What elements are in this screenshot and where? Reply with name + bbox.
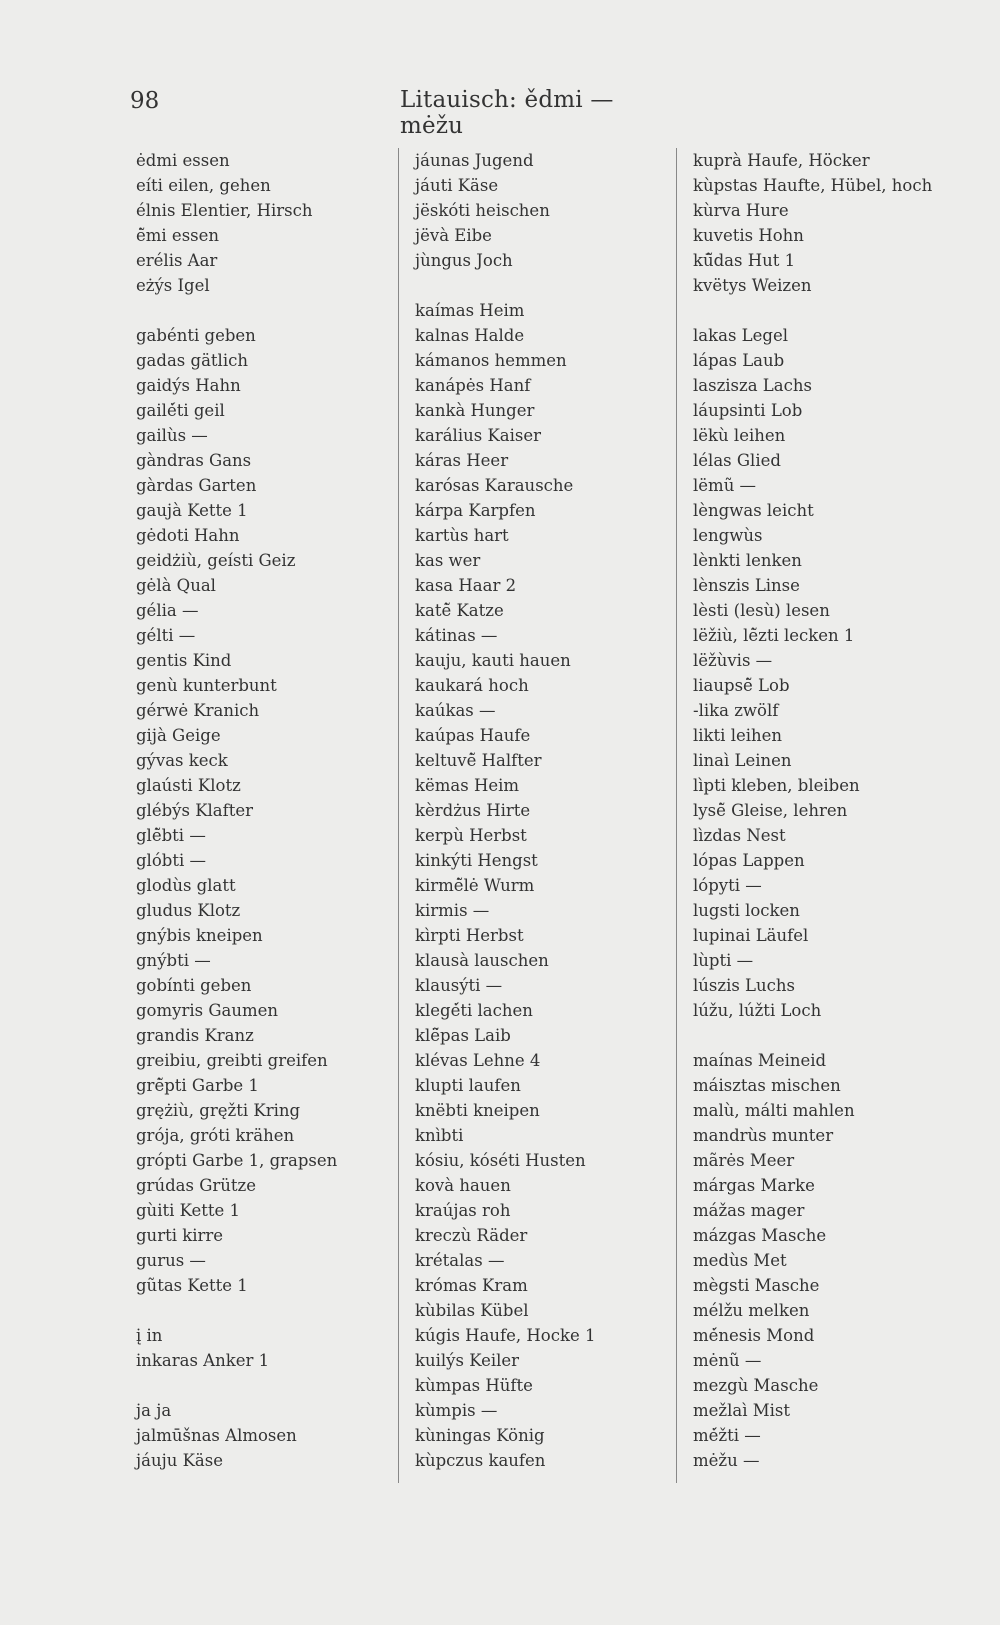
dictionary-entry: máisztas mischen [693, 1076, 841, 1095]
dictionary-entry: lëžùvis — [693, 651, 773, 670]
dictionary-entry: kámanos hemmen [415, 351, 567, 370]
dictionary-entry: gentis Kind [136, 651, 232, 670]
dictionary-entry: kèrdżus Hirte [415, 801, 531, 820]
dictionary-entry: genù kunterbunt [136, 676, 277, 695]
dictionary-entry: kraújas roh [415, 1201, 511, 1220]
dictionary-entry: káras Heer [415, 451, 509, 470]
page-number: 98 [130, 88, 160, 114]
dictionary-entry: mė́žti — [693, 1426, 761, 1445]
dictionary-entry: karósas Karausche [415, 476, 574, 495]
dictionary-entry: jùngus Joch [415, 251, 513, 270]
dictionary-entry: kìrpti Herbst [415, 926, 524, 945]
dictionary-entry: kvëtys Weizen [693, 276, 812, 295]
dictionary-entry: kū̃das Hut 1 [693, 251, 796, 270]
dictionary-entry: kaúpas Haufe [415, 726, 531, 745]
dictionary-entry: gurus — [136, 1251, 206, 1270]
dictionary-entry: mãrės Meer [693, 1151, 795, 1170]
dictionary-entry: kaúkas — [415, 701, 496, 720]
dictionary-entry: lysė̃ Gleise, lehren [693, 801, 848, 820]
dictionary-entry: kauju, kauti hauen [415, 651, 571, 670]
dictionary-entry: këmas Heim [415, 776, 520, 795]
dictionary-entry: gnýbti — [136, 951, 211, 970]
dictionary-entry: kovà hauen [415, 1176, 511, 1195]
dictionary-entry: krómas Kram [415, 1276, 528, 1295]
dictionary-entry: kas wer [415, 551, 481, 570]
dictionary-entry: gėlà Qual [136, 576, 216, 595]
dictionary-entry: maínas Meineid [693, 1051, 827, 1070]
dictionary-entry: kartùs hart [415, 526, 509, 545]
dictionary-entry: gabénti geben [136, 326, 256, 345]
dictionary-entry: lúszis Luchs [693, 976, 795, 995]
dictionary-entry: medùs Met [693, 1251, 787, 1270]
dictionary-entry: karálius Kaiser [415, 426, 542, 445]
dictionary-entry: kasa Haar 2 [415, 576, 517, 595]
dictionary-entry: kreczù Räder [415, 1226, 528, 1245]
dictionary-entry: klupti laufen [415, 1076, 521, 1095]
dictionary-entry: grandis Kranz [136, 1026, 254, 1045]
dictionary-entry: mélžu melken [693, 1301, 810, 1320]
dictionary-entry: kaukará hoch [415, 676, 529, 695]
dictionary-entry: gùiti Kette 1 [136, 1201, 241, 1220]
dictionary-entry: mėžu — [693, 1451, 760, 1470]
dictionary-entry: mė́nesis Mond [693, 1326, 815, 1345]
dictionary-entry: kalnas Halde [415, 326, 525, 345]
dictionary-entry: lengwùs [693, 526, 763, 545]
dictionary-entry: kerpù Herbst [415, 826, 527, 845]
dictionary-entry: kuvetis Hohn [693, 226, 804, 245]
dictionary-entry: krétalas — [415, 1251, 505, 1270]
dictionary-entry: glébýs Klafter [136, 801, 254, 820]
entry-gap [415, 273, 665, 298]
dictionary-entry: gérwė Kranich [136, 701, 260, 720]
dictionary-entry: lëkù leihen [693, 426, 786, 445]
dictionary-entry: kuilýs Keiler [415, 1351, 520, 1370]
dictionary-entry: klévas Lehne 4 [415, 1051, 541, 1070]
dictionary-entry: liaupsė̃ Lob [693, 676, 790, 695]
entry-gap [136, 298, 386, 323]
dictionary-entry: lópyti — [693, 876, 762, 895]
dictionary-entry: knëbti kneipen [415, 1101, 540, 1120]
dictionary-entry: glaústi Klotz [136, 776, 241, 795]
dictionary-entry: -lika zwölf [693, 701, 779, 720]
dictionary-entry: lìpti kleben, bleiben [693, 776, 860, 795]
column-1 [136, 148, 386, 1473]
dictionary-entry: lëžiù, lė̃zti lecken 1 [693, 626, 855, 645]
dictionary-entry: kùningas König [415, 1426, 545, 1445]
dictionary-entry: gludus Klotz [136, 901, 241, 920]
dictionary-entry: lèngwas leicht [693, 501, 814, 520]
dictionary-entry: gàndras Gans [136, 451, 252, 470]
dictionary-entry: lènszis Linse [693, 576, 800, 595]
dictionary-entry: mandrùs munter [693, 1126, 834, 1145]
column-divider [676, 148, 677, 1483]
dictionary-entry: geidżiù, geísti Geiz [136, 551, 296, 570]
dictionary-entry: knìbti [415, 1126, 464, 1145]
dictionary-entry: kankà Hunger [415, 401, 535, 420]
dictionary-entry: élnis Elentier, Hirsch [136, 201, 313, 220]
entry-gap [693, 1023, 943, 1048]
dictionary-entry: klegė́ti lachen [415, 1001, 533, 1020]
dictionary-entry: kùbilas Kübel [415, 1301, 529, 1320]
dictionary-entry: ėdmi essen [136, 151, 230, 170]
dictionary-entry: grężiù, gręžti Kring [136, 1101, 301, 1120]
dictionary-entry: lápas Laub [693, 351, 785, 370]
dictionary-entry: greibiu, greibti greifen [136, 1051, 328, 1070]
dictionary-entry: glė̃bti — [136, 826, 206, 845]
dictionary-entry: jáuju Käse [136, 1451, 223, 1470]
dictionary-entry: lélas Glied [693, 451, 781, 470]
dictionary-entry: márgas Marke [693, 1176, 815, 1195]
dictionary-entry: mègsti Masche [693, 1276, 820, 1295]
dictionary-entry: gadas gätlich [136, 351, 248, 370]
dictionary-entry: lakas Legel [693, 326, 788, 345]
dictionary-entry: jalmūšnas Almosen [136, 1426, 297, 1445]
dictionary-entry: eżýs Igel [136, 276, 210, 295]
dictionary-entry: gaidýs Hahn [136, 376, 241, 395]
dictionary-entry: grė̃pti Garbe 1 [136, 1076, 259, 1095]
dictionary-entry: kùpczus kaufen [415, 1451, 546, 1470]
column-2 [415, 148, 665, 1473]
dictionary-entry: gélti — [136, 626, 196, 645]
entry-gap [136, 1298, 386, 1323]
dictionary-entry: glóbti — [136, 851, 206, 870]
dictionary-entry: malù, málti mahlen [693, 1101, 855, 1120]
entry-gap [693, 298, 943, 323]
dictionary-entry: kaímas Heim [415, 301, 525, 320]
dictionary-entry: jáuti Käse [415, 176, 499, 195]
dictionary-entry: lènkti lenken [693, 551, 802, 570]
dictionary-entry: gélia — [136, 601, 199, 620]
dictionary-entry: ja ja [136, 1401, 172, 1420]
dictionary-entry: jëvà Eibe [415, 226, 492, 245]
dictionary-entry: ė̃mi essen [136, 226, 220, 245]
dictionary-entry: gurti kirre [136, 1226, 224, 1245]
dictionary-entry: mėnũ — [693, 1351, 762, 1370]
dictionary-entry: klausà lauschen [415, 951, 549, 970]
dictionary-entry: jáunas Jugend [415, 151, 534, 170]
dictionary-entry: mežlaì Mist [693, 1401, 791, 1420]
dictionary-entry: kùmpas Hüfte [415, 1376, 533, 1395]
dictionary-entry: grúdas Grütze [136, 1176, 256, 1195]
dictionary-entry: laszisza Lachs [693, 376, 812, 395]
dictionary-entry: lúžu, lúžti Loch [693, 1001, 822, 1020]
dictionary-entry: kirmė̃lė Wurm [415, 876, 535, 895]
dictionary-entry: lópas Lappen [693, 851, 805, 870]
dictionary-entry: klausýti — [415, 976, 503, 995]
dictionary-entry: gàrdas Garten [136, 476, 257, 495]
dictionary-entry: lìzdas Nest [693, 826, 786, 845]
dictionary-entry: mážas mager [693, 1201, 805, 1220]
dictionary-entry: kinkýti Hengst [415, 851, 538, 870]
column-3 [693, 148, 943, 1473]
dictionary-entry: jëskóti heischen [415, 201, 550, 220]
dictionary-entry: keltuvė̃ Halfter [415, 751, 542, 770]
dictionary-entry: kanápės Hanf [415, 376, 531, 395]
dictionary-entry: gomyris Gaumen [136, 1001, 279, 1020]
dictionary-entry: eíti eilen, gehen [136, 176, 271, 195]
entry-gap [136, 1373, 386, 1398]
dictionary-entry: glodùs glatt [136, 876, 236, 895]
dictionary-entry: gũtas Kette 1 [136, 1276, 248, 1295]
dictionary-entry: mezgù Masche [693, 1376, 819, 1395]
dictionary-entry: kátinas — [415, 626, 498, 645]
dictionary-entry: erélis Aar [136, 251, 218, 270]
column-divider [398, 148, 399, 1483]
dictionary-entry: į in [136, 1326, 163, 1345]
dictionary-entry: gaujà Kette 1 [136, 501, 248, 520]
dictionary-entry: láupsinti Lob [693, 401, 803, 420]
dictionary-entry: linaì Leinen [693, 751, 792, 770]
dictionary-entry: likti leihen [693, 726, 783, 745]
dictionary-entry: grója, gróti krähen [136, 1126, 295, 1145]
dictionary-entry: gobínti geben [136, 976, 252, 995]
dictionary-entry: gėdoti Hahn [136, 526, 240, 545]
dictionary-entry: kósiu, kóséti Husten [415, 1151, 586, 1170]
dictionary-entry: grópti Garbe 1, grapsen [136, 1151, 338, 1170]
dictionary-entry: gývas keck [136, 751, 228, 770]
running-head: Litauisch: ědmi — mėžu [400, 87, 614, 139]
dictionary-entry: gijà Geige [136, 726, 221, 745]
dictionary-entry: mázgas Masche [693, 1226, 827, 1245]
dictionary-entry: lëmũ — [693, 476, 757, 495]
dictionary-entry: katė̃ Katze [415, 601, 504, 620]
dictionary-entry: kúgis Haufe, Hocke 1 [415, 1326, 596, 1345]
dictionary-entry: lugsti locken [693, 901, 800, 920]
dictionary-entry: klë̃pas Laib [415, 1026, 511, 1045]
dictionary-entry: kùpstas Haufte, Hübel, hoch [693, 176, 933, 195]
dictionary-entry: kárpa Karpfen [415, 501, 536, 520]
dictionary-entry: gailùs — [136, 426, 208, 445]
dictionary-entry: gnýbis kneipen [136, 926, 263, 945]
dictionary-entry: lùpti — [693, 951, 754, 970]
dictionary-entry: lupinai Läufel [693, 926, 809, 945]
dictionary-entry: kùrva Hure [693, 201, 789, 220]
dictionary-entry: kuprà Haufe, Höcker [693, 151, 870, 170]
dictionary-entry: kirmis — [415, 901, 490, 920]
dictionary-entry: lèsti (lesù) lesen [693, 601, 830, 620]
dictionary-entry: kùmpis — [415, 1401, 498, 1420]
dictionary-entry: inkaras Anker 1 [136, 1351, 270, 1370]
dictionary-entry: gailė́ti geil [136, 401, 225, 420]
